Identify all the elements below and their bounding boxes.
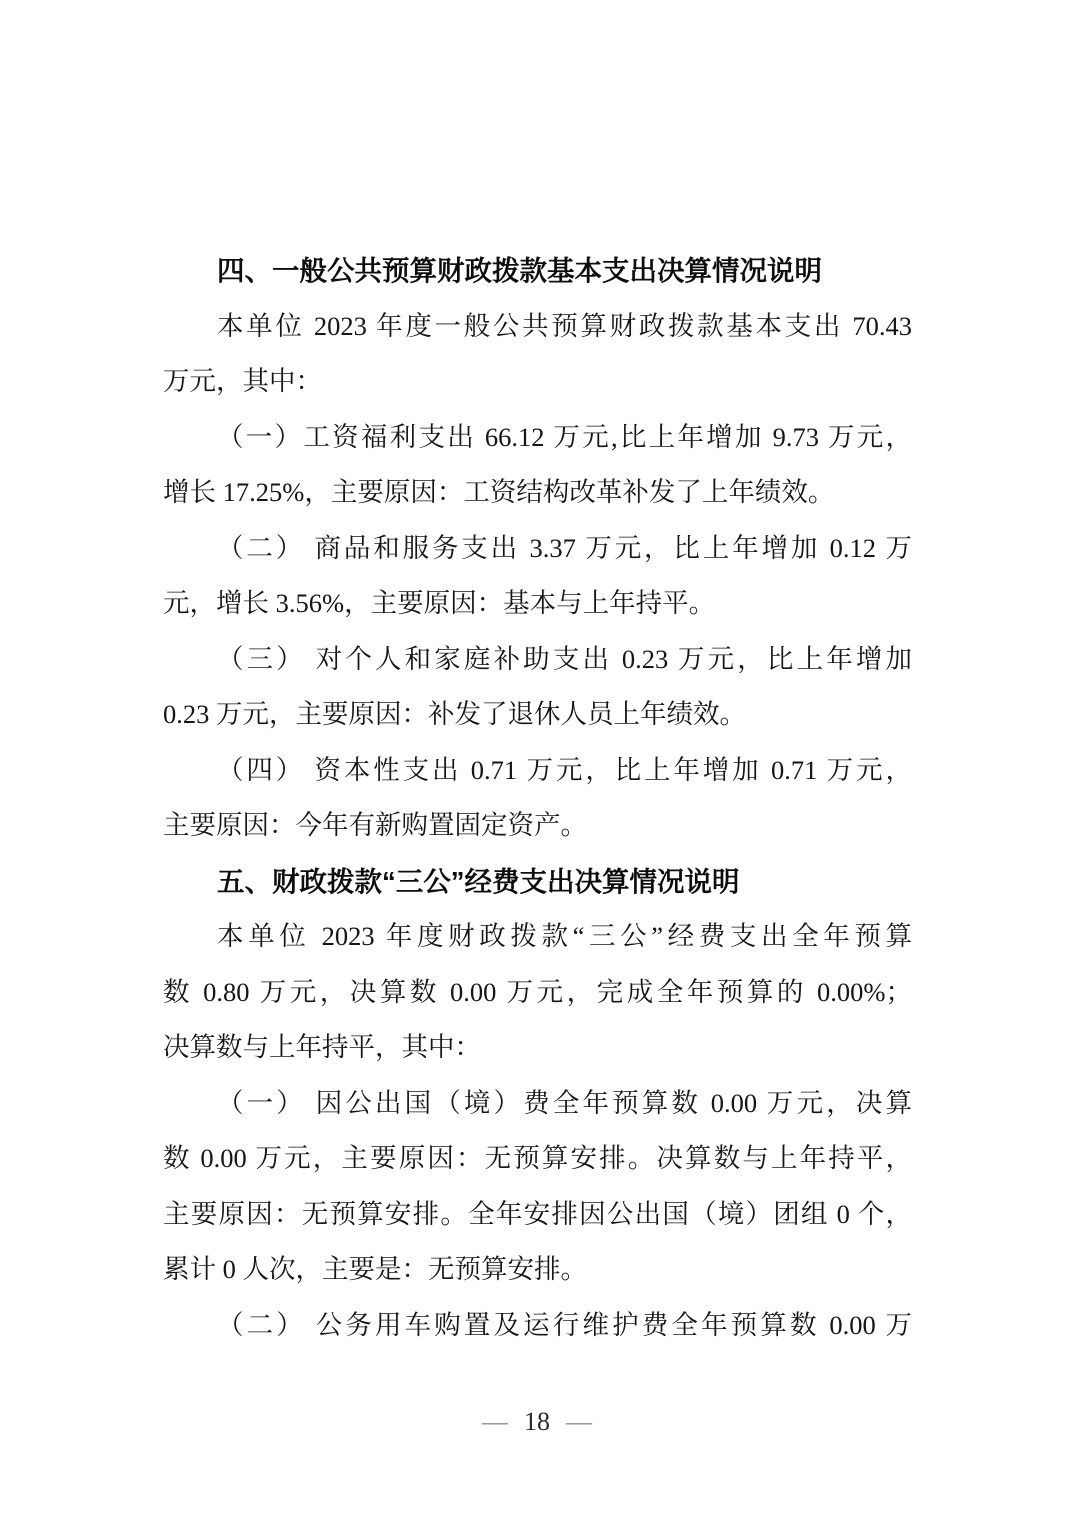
- doc-line: 元，增长 3.56%，主要原因：基本与上年持平。: [163, 588, 716, 618]
- footer-dash-right: —: [566, 1407, 592, 1436]
- document-content: [163, 243, 912, 1353]
- doc-line: 累计 0 人次，主要是：无预算安排。: [163, 1254, 587, 1284]
- doc-line: 主要原因：无预算安排。全年安排因公出国（境）团组 0 个，: [163, 1198, 912, 1229]
- doc-line: （四） 资本性支出 0.71 万元，比上年增加 0.71 万元，: [217, 754, 912, 785]
- doc-line: （二） 商品和服务支出 3.37 万元，比上年增加 0.12 万: [217, 532, 912, 563]
- doc-line: （三） 对个人和家庭补助支出 0.23 万元，比上年增加: [217, 643, 912, 674]
- doc-line: 万元，其中：: [163, 366, 322, 396]
- page-footer: [0, 1402, 1074, 1442]
- doc-line: 数 0.80 万元，决算数 0.00 万元，完成全年预算的 0.00%；: [163, 976, 912, 1007]
- section-4-heading: 四、一般公共预算财政拨款基本支出决算情况说明: [217, 255, 822, 286]
- doc-line: 本单位 2023 年度财政拨款“三公”经费支出全年预算: [217, 921, 912, 951]
- footer-dash-left: —: [482, 1407, 508, 1436]
- doc-line: 0.23 万元，主要原因：补发了退休人员上年绩效。: [163, 699, 746, 729]
- doc-line: （一） 因公出国（境）费全年预算数 0.00 万元，决算: [217, 1087, 912, 1118]
- page-number: 18: [524, 1407, 550, 1436]
- section-5-heading: 五、财政拨款“三公”经费支出决算情况说明: [217, 865, 740, 897]
- doc-line: 增长 17.25%，主要原因：工资结构改革补发了上年绩效。: [163, 477, 835, 507]
- doc-line: 数 0.00 万元，主要原因：无预算安排。决算数与上年持平，: [163, 1143, 912, 1173]
- doc-line: 主要原因：今年有新购置固定资产。: [163, 810, 587, 840]
- doc-line: 决算数与上年持平，其中：: [163, 1032, 481, 1062]
- doc-line: 本单位 2023 年度一般公共预算财政拨款基本支出 70.43: [217, 310, 912, 341]
- doc-line: （一）工资福利支出 66.12 万元,比上年增加 9.73 万元，: [217, 421, 912, 452]
- doc-line: （二） 公务用车购置及运行维护费全年预算数 0.00 万: [217, 1309, 912, 1340]
